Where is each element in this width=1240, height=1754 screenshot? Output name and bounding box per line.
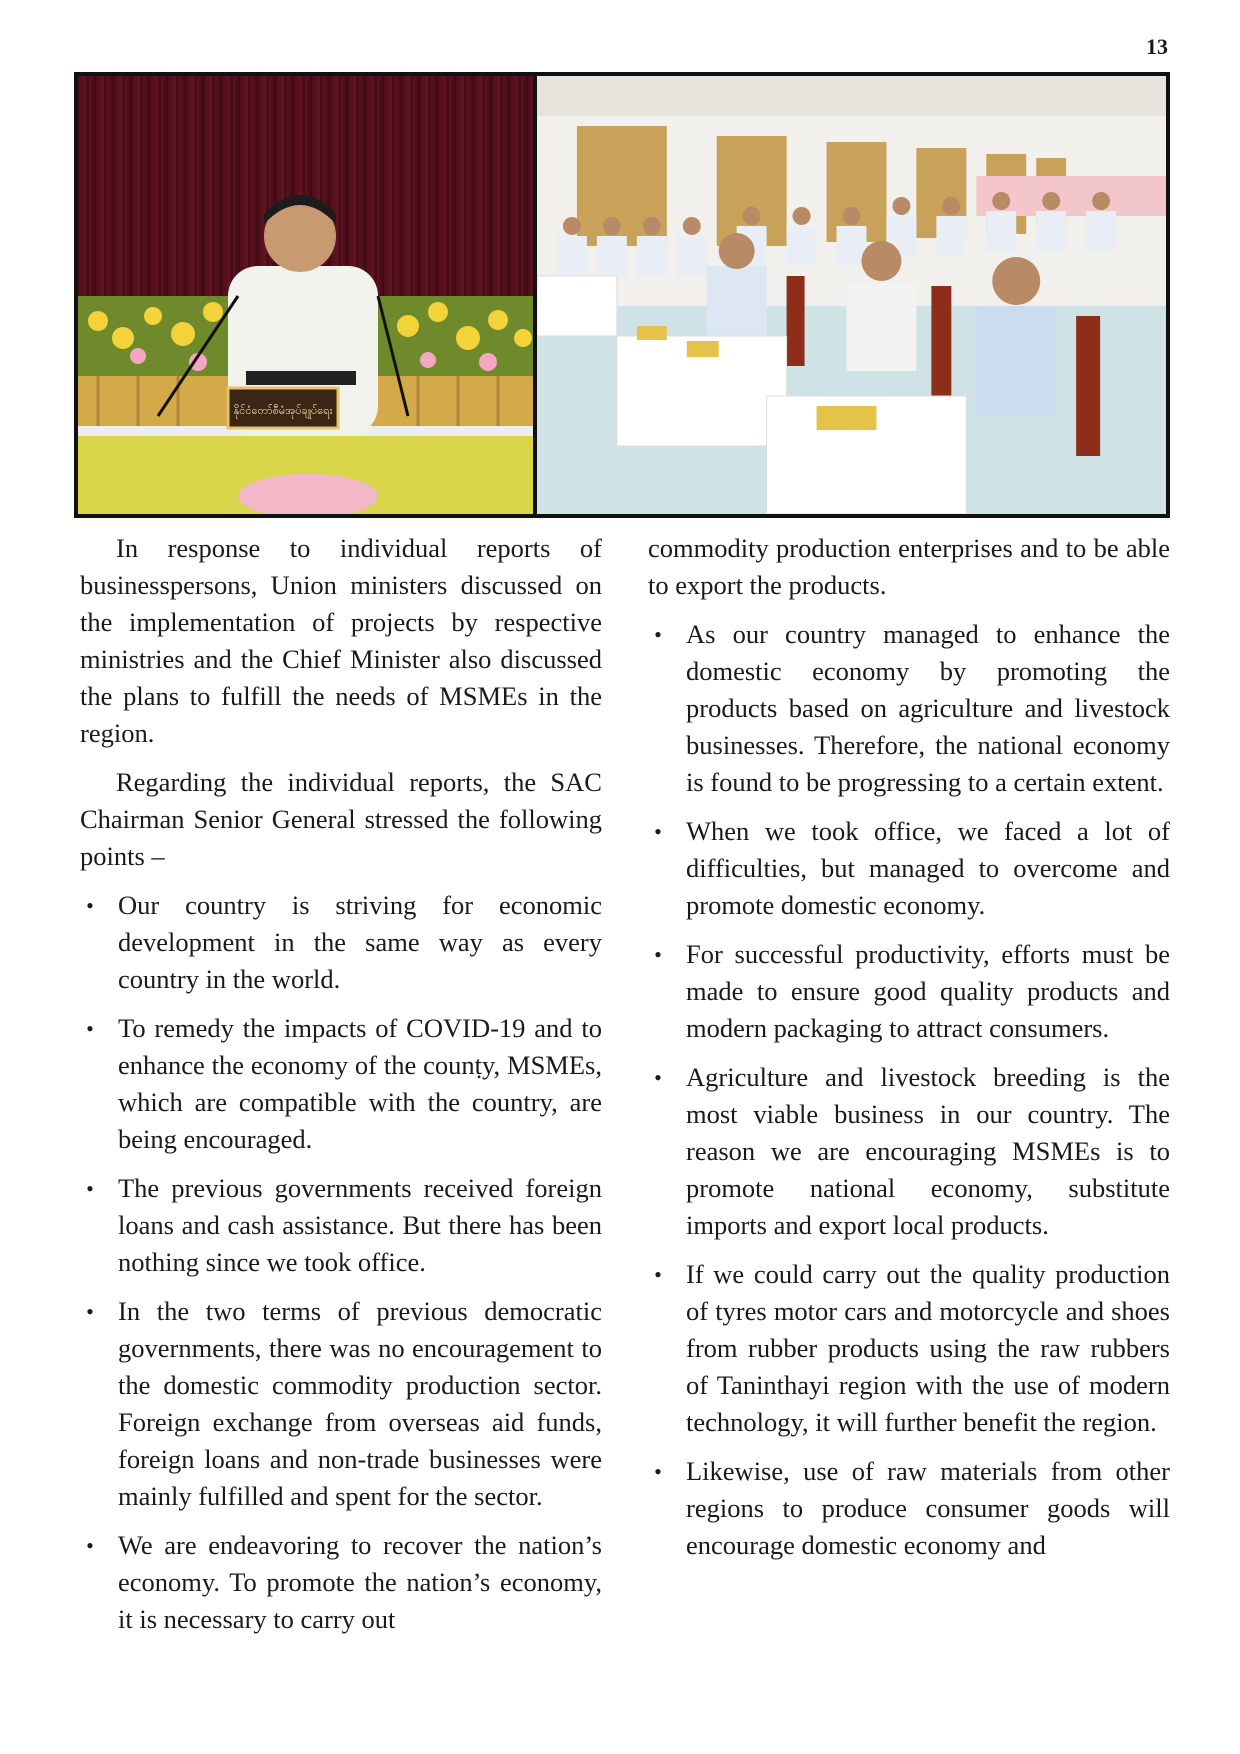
bullet-icon: • (86, 893, 94, 918)
bullet-icon: • (86, 1533, 94, 1558)
bullet-icon: • (654, 622, 662, 647)
bullet-icon: • (654, 1065, 662, 1090)
photo-strip (74, 72, 1170, 518)
list-item: • For successful productivity, efforts must be made to ensure good quality products and modern packaging to attract consumers. (648, 936, 1170, 1047)
photo-speaker (78, 76, 533, 514)
bullet-icon: • (86, 1176, 94, 1201)
right-column (648, 530, 1170, 1650)
list-item: • In the two terms of previous democratic governments, there was no encouragement to the domestic commodity production sector. Foreign exchange from overseas aid funds, foreign loans and non-trade businesses were mainly fulfilled and spent for the sector. (80, 1293, 602, 1515)
photo-speaker-illustration (78, 76, 533, 514)
left-paragraph-1: In response to individual reports of businesspersons, Union ministers discussed on the implementation of projects by respective ministries and the Chief Minister also discussed the plans to fulfill the needs of MSMEs in the region. (80, 533, 602, 748)
list-item: • The previous governments received foreign loans and cash assistance. But there has been nothing since we took office. (80, 1170, 602, 1281)
list-item: • We are endeavoring to recover the nation’s economy. To promote the nation’s economy, it is necessary to carry out (80, 1527, 602, 1638)
article-columns (80, 530, 1170, 1650)
right-bullet-list (648, 616, 1170, 1564)
list-item: • Agriculture and livestock breeding is the most viable business in our country. The reason we are encouraging MSMEs is to promote national economy, substitute imports and export local products. (648, 1059, 1170, 1244)
bullet-icon: • (86, 1299, 94, 1324)
list-item: • Our country is striving for economic development in the same way as every country in the world. (80, 887, 602, 998)
left-column (80, 530, 602, 1650)
nameplate-text: နိုင်ငံတော်စီမံအုပ်ချုပ်ရေး (233, 404, 333, 417)
left-bullet-list (80, 887, 602, 1638)
list-item: • As our country managed to enhance the domestic economy by promoting the products based on agriculture and livestock businesses. Therefore, the national economy is found to be progressing to a certain extent. (648, 616, 1170, 801)
right-continuation-text: commodity production enterprises and to be able to export the products. (648, 533, 1170, 600)
bullet-icon: • (654, 942, 662, 967)
photo-audience-illustration (537, 76, 1166, 514)
list-item: • When we took office, we faced a lot of difficulties, but managed to overcome and promote domestic economy. (648, 813, 1170, 924)
left-paragraph-2: Regarding the individual reports, the SAC Chairman Senior General stressed the following points – (80, 767, 602, 871)
bullet-icon: • (654, 819, 662, 844)
list-item: • Likewise, use of raw materials from other regions to produce consumer goods will encourage domestic economy and (648, 1453, 1170, 1564)
bullet-icon: • (654, 1262, 662, 1287)
list-item: • To remedy the impacts of COVID-19 and to enhance the economy of the counṭy, MSMEs, which are compatible with the country, are being encouraged. (80, 1010, 602, 1158)
list-item: • If we could carry out the quality production of tyres motor cars and motorcycle and shoes from rubber products using the raw rubbers of Taninthayi region with the use of modern technology, it will further benefit the region. (648, 1256, 1170, 1441)
bullet-icon: • (86, 1016, 94, 1041)
bullet-icon: • (654, 1459, 662, 1484)
photo-audience (537, 76, 1166, 514)
page-number: 13 (1146, 34, 1168, 59)
